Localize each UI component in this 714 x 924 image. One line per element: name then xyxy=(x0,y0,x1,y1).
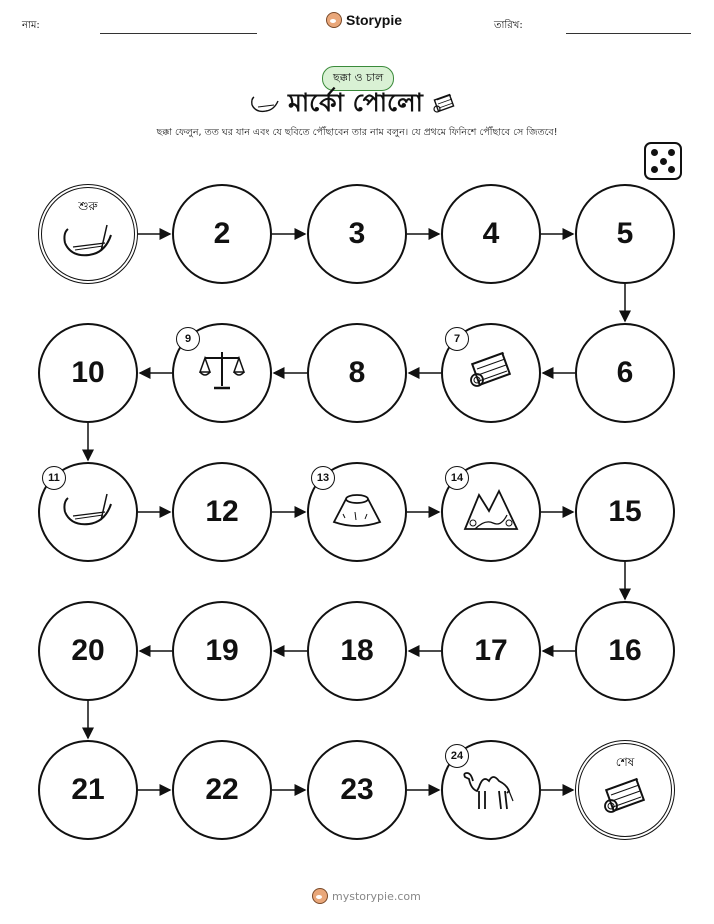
cell-number: 2 xyxy=(213,217,231,250)
board-cell-14 xyxy=(441,462,541,562)
cell-number: 4 xyxy=(482,217,500,250)
cell-number: 3 xyxy=(348,217,366,250)
board-cell-21 xyxy=(38,740,138,840)
board-cell-12 xyxy=(172,462,272,562)
cell-number: 16 xyxy=(608,634,642,667)
cell-number-badge: 14 xyxy=(445,466,469,490)
board-cell-24 xyxy=(441,740,541,840)
board-cell-22 xyxy=(172,740,272,840)
mountains-icon xyxy=(463,485,519,539)
gondola-icon xyxy=(61,490,115,534)
board-cell-16 xyxy=(575,601,675,701)
footer-url[interactable]: mystorypie.com xyxy=(332,889,421,903)
camel-icon xyxy=(461,761,521,819)
cell-number: 8 xyxy=(348,356,366,389)
cell-number: 23 xyxy=(340,773,374,806)
scales-icon xyxy=(197,348,247,398)
start-label: শুরু xyxy=(78,199,98,213)
board-cell-25 xyxy=(575,740,675,840)
board-cell-20 xyxy=(38,601,138,701)
finish-label: শেষ xyxy=(615,755,635,769)
cell-number-badge: 7 xyxy=(445,327,469,351)
board-cell-18 xyxy=(307,601,407,701)
board-cell-8 xyxy=(307,323,407,423)
name-label: নাম: xyxy=(22,20,40,31)
board-cell-15 xyxy=(575,462,675,562)
cell-number-badge: 9 xyxy=(176,327,200,351)
rug-icon xyxy=(599,774,651,824)
board-cell-5 xyxy=(575,184,675,284)
cell-number: 5 xyxy=(616,217,634,250)
board-cell-9 xyxy=(172,323,272,423)
volcano-icon xyxy=(329,490,385,534)
cell-number: 19 xyxy=(205,634,239,667)
page-title: মার্কো পোলো xyxy=(288,87,423,117)
board-cell-13 xyxy=(307,462,407,562)
cell-number: 15 xyxy=(608,495,642,528)
instructions: ছক্কা ফেলুন, তত ঘর যান এবং যে ছবিতে পৌঁছাবেন তার নাম বলুন। যে প্রথমে ফিনিশে পৌঁছাবে সে জিতবে! xyxy=(156,127,558,138)
cell-number: 10 xyxy=(71,356,105,389)
cell-number: 17 xyxy=(474,634,508,667)
board-cell-17 xyxy=(441,601,541,701)
cell-number-badge: 11 xyxy=(42,466,66,490)
gondola-icon xyxy=(61,221,115,265)
cell-number: 18 xyxy=(340,634,374,667)
cell-number: 6 xyxy=(616,356,634,389)
board-cell-6 xyxy=(575,323,675,423)
game-tag: ছক্কা ও চাল xyxy=(322,66,394,91)
cell-number: 22 xyxy=(205,773,239,806)
cell-number: 12 xyxy=(205,495,239,528)
cell-number-badge: 24 xyxy=(445,744,469,768)
cell-number: 21 xyxy=(71,773,105,806)
board-cell-7 xyxy=(441,323,541,423)
brand-name: Storypie xyxy=(346,12,403,28)
board-cell-1 xyxy=(38,184,138,284)
board-cell-3 xyxy=(307,184,407,284)
rug-icon xyxy=(465,348,517,398)
board-cell-19 xyxy=(172,601,272,701)
board-cell-11 xyxy=(38,462,138,562)
date-label: তারিখ: xyxy=(494,20,523,31)
board-cell-23 xyxy=(307,740,407,840)
footer xyxy=(312,888,421,904)
cell-number-badge: 13 xyxy=(311,466,335,490)
board-cell-2 xyxy=(172,184,272,284)
board-cell-4 xyxy=(441,184,541,284)
bear-icon xyxy=(312,888,328,904)
cell-number: 20 xyxy=(71,634,105,667)
board-cell-10 xyxy=(38,323,138,423)
